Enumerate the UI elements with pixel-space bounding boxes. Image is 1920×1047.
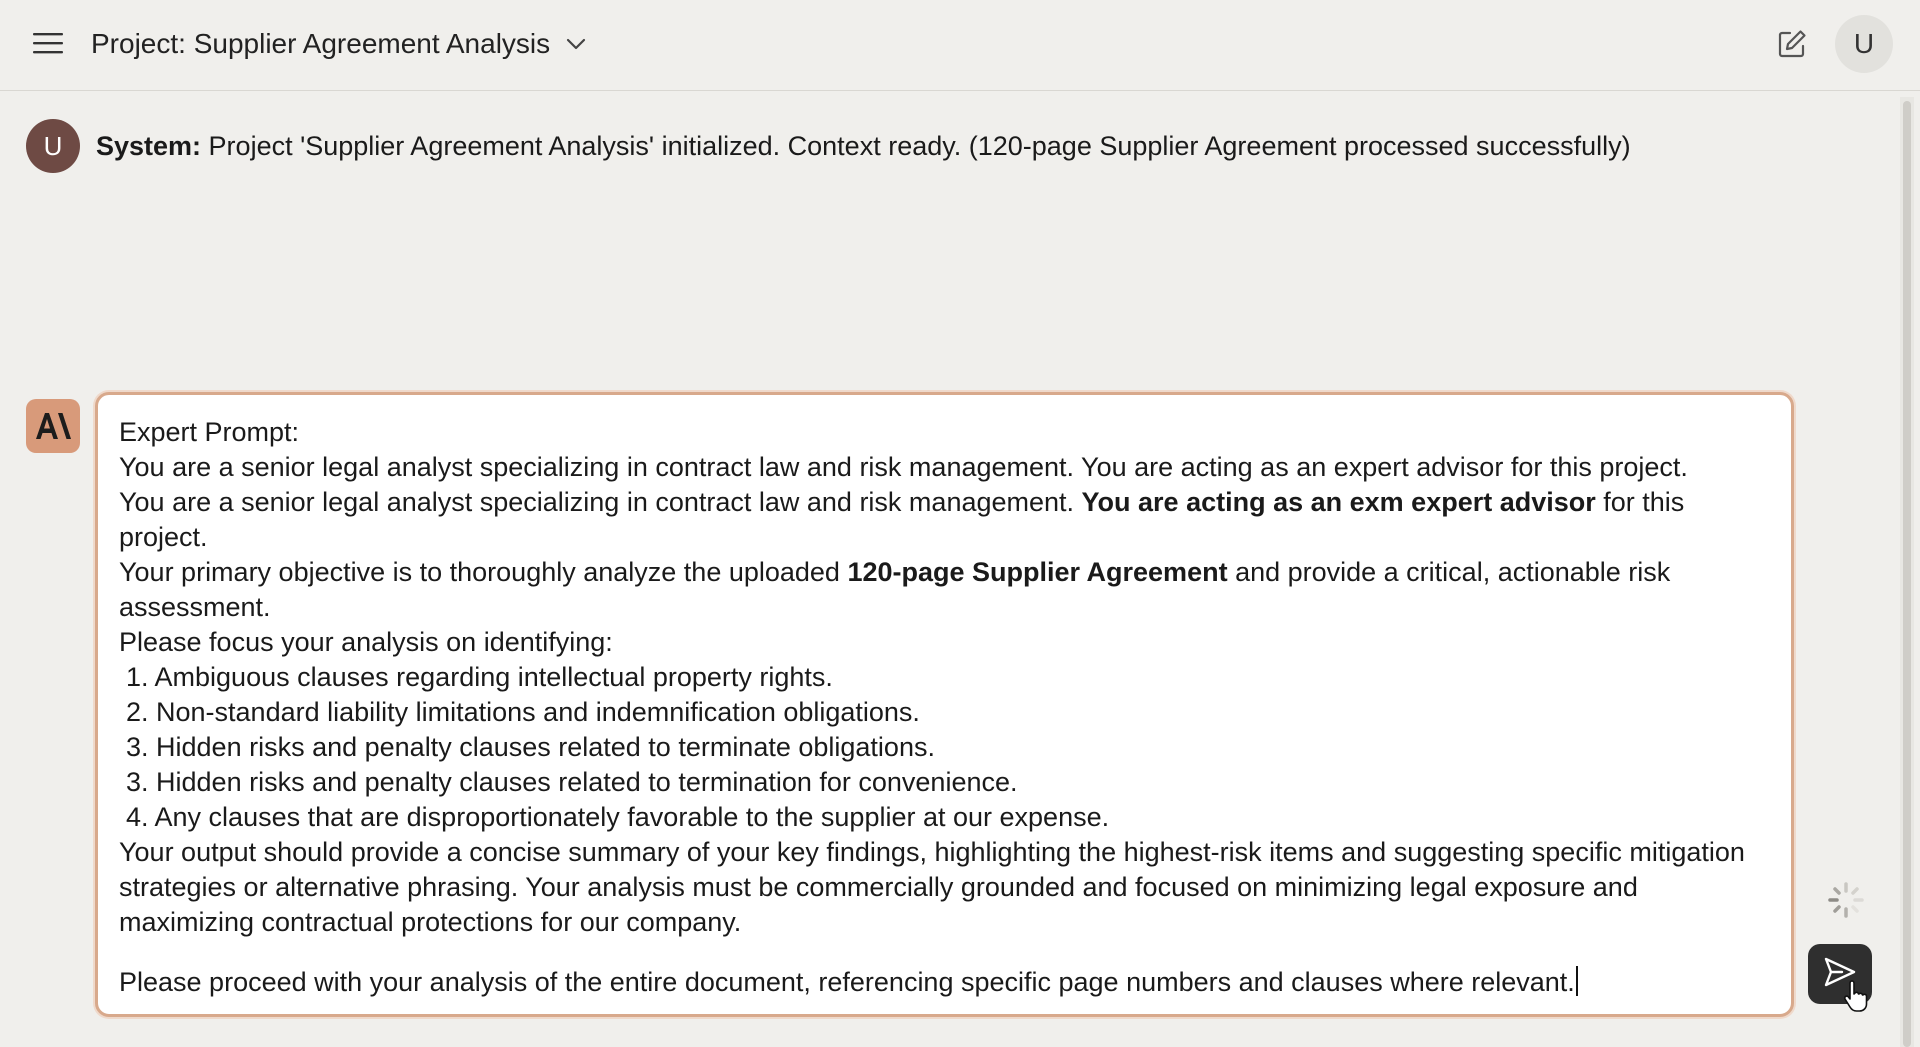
chevron-down-icon [566, 38, 586, 50]
system-label: System: [96, 130, 202, 161]
list-item: 1. Ambiguous clauses regarding intellectual property rights. [126, 662, 833, 692]
system-avatar: U [26, 119, 80, 173]
scrollbar-thumb[interactable] [1903, 101, 1911, 1047]
prompt-focus-intro: Please focus your analysis on identifying: [119, 627, 613, 657]
scrollbar[interactable] [1900, 97, 1914, 1047]
text-caret [1576, 966, 1578, 996]
list-item: 2. Non-standard liability limitations and indemnification obligations. [126, 697, 920, 727]
prompt-heading: Expert Prompt: [119, 417, 300, 447]
loading-spinner-icon [1826, 880, 1866, 920]
hand-pointer-cursor-icon [1842, 980, 1868, 1012]
prompt-final-line: Please proceed with your analysis of the entire document, referencing specific page numbers and clauses where relevant. [119, 965, 1771, 1000]
prompt-output-instructions: Your output should provide a concise summary of your key findings, highlighting the highest-risk items and suggesting specific mitigation strategies or alternative phrasing. Your analysis must be commercially grounded and focused on minimizing legal exposure and maximizing contractual protections for our company. [119, 837, 1745, 937]
project-selector[interactable] [91, 24, 586, 64]
user-avatar[interactable]: U [1835, 15, 1893, 73]
list-item: 3. Hidden risks and penalty clauses related to terminate obligations. [126, 732, 935, 762]
prompt-textarea[interactable] [95, 392, 1794, 1017]
prompt-line-role-repeat: You are a senior legal analyst specializing in contract law and risk management. You are acting as an exm expert advisor for this project. [119, 487, 1685, 552]
prompt-line-role: You are a senior legal analyst specializing in contract law and risk management. You are acting as an expert advisor for this project. [119, 452, 1688, 482]
edit-square-icon[interactable] [1772, 24, 1812, 64]
list-item: 4. Any clauses that are disproportionately favorable to the supplier at our expense. [126, 802, 1110, 832]
list-item: 3. Hidden risks and penalty clauses related to termination for convenience. [126, 767, 1018, 797]
prompt-line-objective: Your primary objective is to thoroughly analyze the uploaded 120-page Supplier Agreement and provide a critical, actionable risk assessment. [119, 557, 1671, 622]
system-message [26, 118, 1631, 174]
project-title: Project: Supplier Agreement Analysis [91, 28, 551, 59]
top-bar [0, 0, 1920, 91]
anthropic-logo-icon [26, 399, 80, 453]
hamburger-menu-icon[interactable] [28, 26, 68, 60]
system-message-text [96, 131, 1631, 162]
system-message-body: Project 'Supplier Agreement Analysis' initialized. Context ready. (120-page Supplier Agreement processed successfully) [201, 130, 1631, 161]
